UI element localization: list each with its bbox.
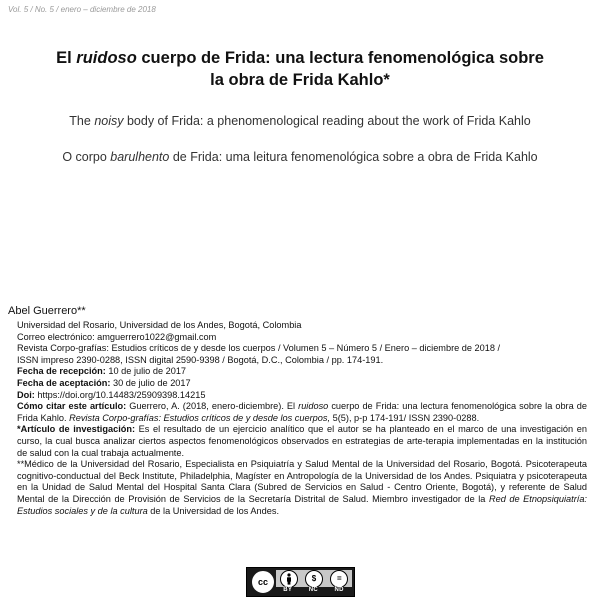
received-label: Fecha de recepción: xyxy=(17,366,106,377)
author-affiliation: Universidad del Rosario, Universidad de los Andes, Bogotá, Colombia xyxy=(17,320,302,330)
article-note-text: Es el resultado de un ejercicio analítico que el autor se ha planteado en el marco de una investigación en curso, la cual busca analizar ciertos aspectos fenomenológicos observados en estrategias de arte-terapia implementadas en la institución de salud con la cual trabaja actualmente. xyxy=(17,424,587,458)
subtitle-en-pre: The xyxy=(69,114,95,128)
subtitle-en-italic: noisy xyxy=(94,114,124,128)
author-note-text-2: de la Universidad de los Andes. xyxy=(147,505,279,516)
title-es-italic: ruidoso xyxy=(76,49,137,67)
subtitle-pt-pre: O corpo xyxy=(62,150,111,164)
title-es-post: cuerpo de Frida: una lectura fenomenológica sobre xyxy=(136,49,544,67)
received-value: 10 de julio de 2017 xyxy=(105,366,187,377)
nd-label: ND xyxy=(334,587,344,593)
subtitle-pt-italic: barulhento xyxy=(110,150,170,164)
received-date xyxy=(17,366,587,378)
noderivatives-icon: = xyxy=(330,570,348,588)
subtitle-english xyxy=(10,114,590,128)
citation-label: Cómo citar este artículo: xyxy=(17,401,127,412)
citation-part-3: 5(5), p-p 174-191/ ISSN 2390-0288. xyxy=(330,412,480,423)
title-es-pre: El xyxy=(56,49,77,67)
article-metadata xyxy=(17,320,587,517)
doi xyxy=(17,390,587,402)
creative-commons-license-badge[interactable] xyxy=(246,567,355,597)
attribution-icon xyxy=(280,570,298,588)
issue-line: Vol. 5 / No. 5 / enero – diciembre de 2018 xyxy=(8,5,156,14)
title-es-line2: la obra de Frida Kahlo* xyxy=(210,71,390,89)
accepted-value: 30 de julio de 2017 xyxy=(110,377,191,388)
author-note-italic: Red de Etnopsiquiatría: Estudios sociales y de la cultura xyxy=(17,493,587,516)
article-title xyxy=(20,47,580,91)
journal-line-2: ISSN impreso 2390-0288, ISSN digital 2590-9398 / Bogotá, D.C., Colombia / pp. 174-191. xyxy=(17,354,384,365)
noncommercial-icon: $ xyxy=(305,570,323,588)
citation-part-2: cuerpo de Frida: una lectura fenomenológica sobre la obra de Frida Kahlo. xyxy=(17,401,587,423)
accepted-date xyxy=(17,378,587,390)
author-email: Correo electrónico: amguerrero1022@gmail.com xyxy=(17,331,217,342)
doi-link[interactable]: https://doi.org/10.14483/25909398.14215 xyxy=(34,389,206,400)
article-note-label: *Artículo de investigación: xyxy=(17,424,136,435)
subtitle-en-post: body of Frida: a phenomenological reading about the work of Frida Kahlo xyxy=(123,114,531,128)
article-note xyxy=(17,424,587,459)
author-name: Abel Guerrero** xyxy=(8,305,86,317)
cc-conditions xyxy=(276,570,352,587)
journal-line-1: Revista Corpo-grafías: Estudios críticos de y desde los cuerpos / Volumen 5 – Número 5 / Enero – diciembre de 2018 / xyxy=(17,343,501,354)
citation xyxy=(17,401,587,424)
author-note-text-1: **Médico de la Universidad del Rosario, Especialista en Psiquiatría y Salud Mental de la Universidad del Rosario, Bogotá. Psicoterapeuta cognitivo-conductual del Beck Institute, Philadelphia, Magíster en Antropología de la Universidad de los Andes. Psiquiatra y psicoterapeuta en la Unidad de Salud Mental del Hospital Santa Clara (Subred de Servicios en Salud - Centro Oriente, Bogotá), y referente de Salud Mental de la Dirección de Provisión de Servicios de la Secretaría Distrital de Salud. Miembro investigador de la xyxy=(17,459,587,504)
author-note xyxy=(17,459,587,517)
subtitle-portuguese xyxy=(10,150,590,164)
citation-part-1: Guerrero, A. (2018, enero-diciembre). El xyxy=(126,401,299,412)
subtitle-pt-post: de Frida: uma leitura fenomenológica sobre a obra de Frida Kahlo xyxy=(169,150,538,164)
accepted-label: Fecha de aceptación: xyxy=(17,377,111,388)
citation-italic-2: Revista Corpo-grafías: Estudios críticos de y desde los cuerpos, xyxy=(69,412,331,423)
by-label: BY xyxy=(283,587,293,593)
doi-label: Doi: xyxy=(17,389,35,400)
cc-labels xyxy=(275,587,352,593)
citation-italic-1: ruidoso xyxy=(298,401,329,412)
cc-icon: cc xyxy=(250,569,276,595)
nc-label: NC xyxy=(308,587,318,593)
